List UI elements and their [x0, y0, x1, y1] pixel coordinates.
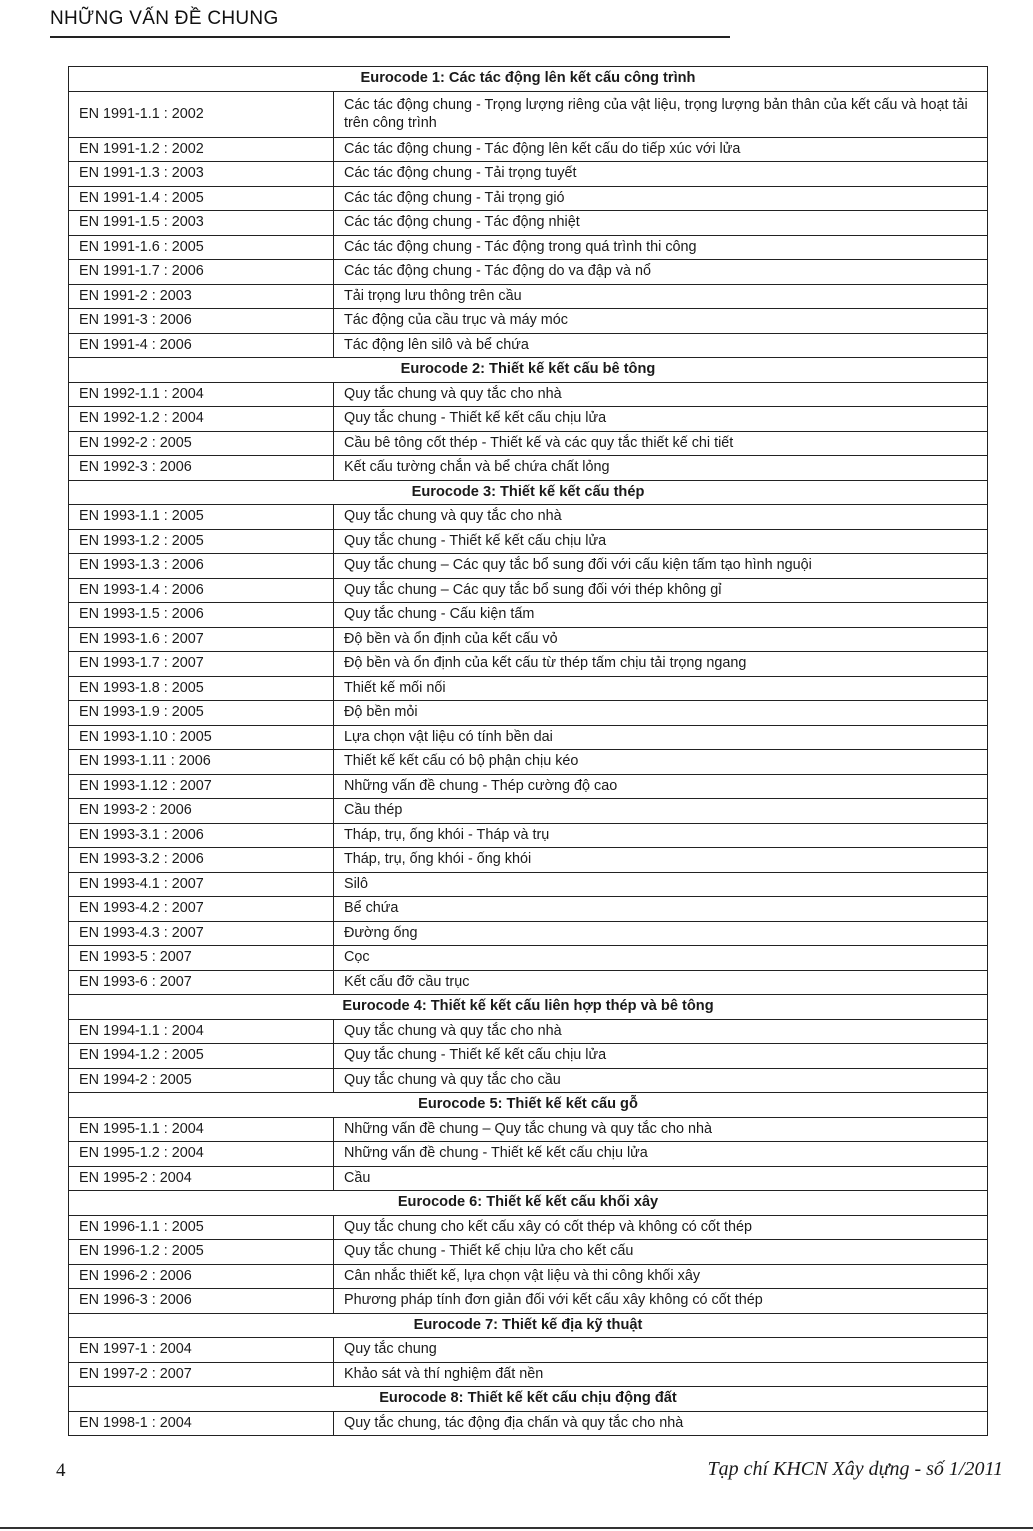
standard-code: EN 1992-1.1 : 2004 — [69, 382, 334, 407]
standard-code: EN 1996-3 : 2006 — [69, 1289, 334, 1314]
standard-description: Độ bền và ổn định của kết cấu từ thép tấm chịu tải trọng ngang — [334, 652, 988, 677]
standard-description: Những vấn đề chung - Thiết kế kết cấu chịu lửa — [334, 1142, 988, 1167]
journal-footer: Tạp chí KHCN Xây dựng - số 1/2011 — [707, 1458, 1003, 1480]
standard-description: Quy tắc chung - Cấu kiện tấm — [334, 603, 988, 628]
table-row — [69, 1019, 988, 1044]
bottom-rule — [0, 1527, 1033, 1529]
standard-code: EN 1998-1 : 2004 — [69, 1411, 334, 1436]
table-row — [69, 872, 988, 897]
standard-description: Khảo sát và thí nghiệm đất nền — [334, 1362, 988, 1387]
standard-description: Silô — [334, 872, 988, 897]
standard-code: EN 1995-1.2 : 2004 — [69, 1142, 334, 1167]
group-header-row — [69, 67, 988, 92]
standard-code: EN 1993-1.8 : 2005 — [69, 676, 334, 701]
table-row — [69, 1142, 988, 1167]
standard-description: Quy tắc chung – Các quy tắc bổ sung đối với cấu kiện tấm tạo hình nguội — [334, 554, 988, 579]
standard-description: Các tác động chung - Tác động trong quá trình thi công — [334, 235, 988, 260]
standard-description: Quy tắc chung - Thiết kế kết cấu chịu lửa — [334, 529, 988, 554]
standard-description: Quy tắc chung — [334, 1338, 988, 1363]
group-title: Eurocode 4: Thiết kế kết cấu liên hợp thép và bê tông — [69, 995, 988, 1020]
table-row — [69, 1240, 988, 1265]
table-row — [69, 382, 988, 407]
standard-code: EN 1993-1.11 : 2006 — [69, 750, 334, 775]
table-row — [69, 162, 988, 187]
table-row — [69, 725, 988, 750]
table-row — [69, 970, 988, 995]
standard-description: Tác động lên silô và bể chứa — [334, 333, 988, 358]
table-row — [69, 848, 988, 873]
standard-code: EN 1991-1.7 : 2006 — [69, 260, 334, 285]
standard-code: EN 1991-3 : 2006 — [69, 309, 334, 334]
section-header: NHỮNG VẤN ĐỀ CHUNG — [50, 8, 279, 29]
table-row — [69, 186, 988, 211]
group-header-row — [69, 1313, 988, 1338]
standard-code: EN 1991-2 : 2003 — [69, 284, 334, 309]
standard-code: EN 1997-1 : 2004 — [69, 1338, 334, 1363]
group-header-row — [69, 1387, 988, 1412]
standard-code: EN 1993-1.2 : 2005 — [69, 529, 334, 554]
standard-description: Đường ống — [334, 921, 988, 946]
standard-code: EN 1993-1.9 : 2005 — [69, 701, 334, 726]
group-header-row — [69, 1093, 988, 1118]
group-header-row — [69, 480, 988, 505]
standard-code: EN 1992-1.2 : 2004 — [69, 407, 334, 432]
header-rule — [50, 36, 730, 38]
standard-description: Các tác động chung - Trọng lượng riêng của vật liệu, trọng lượng bản thân của kết cấu và hoạt tải trên công trình — [334, 91, 988, 137]
table-row — [69, 91, 988, 137]
standard-description: Bể chứa — [334, 897, 988, 922]
standard-code: EN 1993-1.3 : 2006 — [69, 554, 334, 579]
table-row — [69, 235, 988, 260]
standard-code: EN 1993-4.2 : 2007 — [69, 897, 334, 922]
standard-code: EN 1995-2 : 2004 — [69, 1166, 334, 1191]
table-row — [69, 701, 988, 726]
standard-description: Tháp, trụ, ống khói - ống khói — [334, 848, 988, 873]
group-header-row — [69, 358, 988, 383]
standard-code: EN 1991-1.3 : 2003 — [69, 162, 334, 187]
standard-description: Những vấn đề chung – Quy tắc chung và quy tắc cho nhà — [334, 1117, 988, 1142]
standard-code: EN 1991-1.6 : 2005 — [69, 235, 334, 260]
standard-code: EN 1993-3.1 : 2006 — [69, 823, 334, 848]
table-row — [69, 1117, 988, 1142]
eurocode-table — [68, 66, 988, 1436]
standard-code: EN 1993-1.6 : 2007 — [69, 627, 334, 652]
table-row — [69, 529, 988, 554]
group-title: Eurocode 7: Thiết kế địa kỹ thuật — [69, 1313, 988, 1338]
standard-code: EN 1995-1.1 : 2004 — [69, 1117, 334, 1142]
standard-description: Phương pháp tính đơn giản đối với kết cấu xây không có cốt thép — [334, 1289, 988, 1314]
table-row — [69, 774, 988, 799]
standard-code: EN 1993-1.5 : 2006 — [69, 603, 334, 628]
standard-code: EN 1993-5 : 2007 — [69, 946, 334, 971]
standard-code: EN 1993-4.1 : 2007 — [69, 872, 334, 897]
group-header-row — [69, 1191, 988, 1216]
standard-code: EN 1993-1.7 : 2007 — [69, 652, 334, 677]
standard-code: EN 1996-2 : 2006 — [69, 1264, 334, 1289]
standard-description: Các tác động chung - Tải trọng gió — [334, 186, 988, 211]
standard-code: EN 1993-4.3 : 2007 — [69, 921, 334, 946]
standard-code: EN 1993-1.12 : 2007 — [69, 774, 334, 799]
standard-description: Cọc — [334, 946, 988, 971]
table-row — [69, 578, 988, 603]
table-row — [69, 456, 988, 481]
standard-description: Độ bền mỏi — [334, 701, 988, 726]
standard-code: EN 1996-1.1 : 2005 — [69, 1215, 334, 1240]
group-title: Eurocode 5: Thiết kế kết cấu gỗ — [69, 1093, 988, 1118]
group-title: Eurocode 6: Thiết kế kết cấu khối xây — [69, 1191, 988, 1216]
table-row — [69, 1338, 988, 1363]
standard-code: EN 1993-6 : 2007 — [69, 970, 334, 995]
standard-description: Quy tắc chung và quy tắc cho nhà — [334, 382, 988, 407]
standard-description: Các tác động chung - Tác động nhiệt — [334, 211, 988, 236]
table-row — [69, 431, 988, 456]
table-row — [69, 1068, 988, 1093]
standard-code: EN 1994-1.2 : 2005 — [69, 1044, 334, 1069]
table-row — [69, 946, 988, 971]
standard-description: Những vấn đề chung - Thép cường độ cao — [334, 774, 988, 799]
standard-code: EN 1993-2 : 2006 — [69, 799, 334, 824]
group-title: Eurocode 8: Thiết kế kết cấu chịu động đất — [69, 1387, 988, 1412]
standard-description: Lựa chọn vật liệu có tính bền dai — [334, 725, 988, 750]
standard-code: EN 1991-1.5 : 2003 — [69, 211, 334, 236]
table-row — [69, 823, 988, 848]
table-row — [69, 750, 988, 775]
standard-description: Quy tắc chung - Thiết kế chịu lửa cho kết cấu — [334, 1240, 988, 1265]
group-title: Eurocode 2: Thiết kế kết cấu bê tông — [69, 358, 988, 383]
page-number: 4 — [56, 1460, 66, 1481]
standard-description: Quy tắc chung và quy tắc cho cầu — [334, 1068, 988, 1093]
table-row — [69, 1264, 988, 1289]
standard-description: Cầu thép — [334, 799, 988, 824]
standard-code: EN 1991-1.1 : 2002 — [69, 91, 334, 137]
table-row — [69, 799, 988, 824]
standard-code: EN 1993-3.2 : 2006 — [69, 848, 334, 873]
standard-description: Cân nhắc thiết kế, lựa chọn vật liệu và thi công khối xây — [334, 1264, 988, 1289]
standard-code: EN 1997-2 : 2007 — [69, 1362, 334, 1387]
standard-description: Quy tắc chung cho kết cấu xây có cốt thép và không có cốt thép — [334, 1215, 988, 1240]
standard-description: Thiết kế kết cấu có bộ phận chịu kéo — [334, 750, 988, 775]
table-row — [69, 284, 988, 309]
standard-description: Cầu — [334, 1166, 988, 1191]
standard-code: EN 1991-1.4 : 2005 — [69, 186, 334, 211]
standard-description: Các tác động chung - Tác động do va đập và nổ — [334, 260, 988, 285]
table-row — [69, 1289, 988, 1314]
standard-description: Cầu bê tông cốt thép - Thiết kế và các quy tắc thiết kế chi tiết — [334, 431, 988, 456]
standard-code: EN 1991-1.2 : 2002 — [69, 137, 334, 162]
standard-code: EN 1994-1.1 : 2004 — [69, 1019, 334, 1044]
standard-code: EN 1992-2 : 2005 — [69, 431, 334, 456]
table-row — [69, 309, 988, 334]
table-row — [69, 603, 988, 628]
table-row — [69, 1362, 988, 1387]
standard-description: Quy tắc chung và quy tắc cho nhà — [334, 1019, 988, 1044]
standard-description: Tải trọng lưu thông trên cầu — [334, 284, 988, 309]
standard-description: Quy tắc chung - Thiết kế kết cấu chịu lửa — [334, 407, 988, 432]
standard-description: Tác động của cầu trục và máy móc — [334, 309, 988, 334]
table-row — [69, 627, 988, 652]
table-row — [69, 505, 988, 530]
table-row — [69, 676, 988, 701]
standard-description: Tháp, trụ, ống khói - Tháp và trụ — [334, 823, 988, 848]
standard-description: Các tác động chung - Tải trọng tuyết — [334, 162, 988, 187]
table-row — [69, 260, 988, 285]
standard-code: EN 1993-1.1 : 2005 — [69, 505, 334, 530]
standard-description: Thiết kế mối nối — [334, 676, 988, 701]
eurocode-table-body — [69, 67, 988, 1436]
table-row — [69, 1044, 988, 1069]
standard-code: EN 1996-1.2 : 2005 — [69, 1240, 334, 1265]
table-row — [69, 1215, 988, 1240]
standard-description: Quy tắc chung - Thiết kế kết cấu chịu lửa — [334, 1044, 988, 1069]
standard-description: Kết cấu đỡ cầu trục — [334, 970, 988, 995]
table-row — [69, 652, 988, 677]
standard-description: Kết cấu tường chắn và bể chứa chất lỏng — [334, 456, 988, 481]
table-row — [69, 1166, 988, 1191]
standard-code: EN 1992-3 : 2006 — [69, 456, 334, 481]
table-row — [69, 897, 988, 922]
group-header-row — [69, 995, 988, 1020]
table-row — [69, 333, 988, 358]
standard-code: EN 1994-2 : 2005 — [69, 1068, 334, 1093]
group-title: Eurocode 1: Các tác động lên kết cấu công trình — [69, 67, 988, 92]
table-row — [69, 554, 988, 579]
table-row — [69, 921, 988, 946]
group-title: Eurocode 3: Thiết kế kết cấu thép — [69, 480, 988, 505]
table-row — [69, 407, 988, 432]
table-row — [69, 137, 988, 162]
standard-description: Quy tắc chung, tác động địa chấn và quy tắc cho nhà — [334, 1411, 988, 1436]
eurocode-table-container — [68, 66, 988, 1436]
table-row — [69, 1411, 988, 1436]
table-row — [69, 211, 988, 236]
standard-description: Các tác động chung - Tác động lên kết cấu do tiếp xúc với lửa — [334, 137, 988, 162]
standard-code: EN 1993-1.10 : 2005 — [69, 725, 334, 750]
standard-description: Quy tắc chung – Các quy tắc bổ sung đối với thép không gỉ — [334, 578, 988, 603]
standard-code: EN 1991-4 : 2006 — [69, 333, 334, 358]
standard-code: EN 1993-1.4 : 2006 — [69, 578, 334, 603]
standard-description: Quy tắc chung và quy tắc cho nhà — [334, 505, 988, 530]
standard-description: Độ bền và ổn định của kết cấu vỏ — [334, 627, 988, 652]
